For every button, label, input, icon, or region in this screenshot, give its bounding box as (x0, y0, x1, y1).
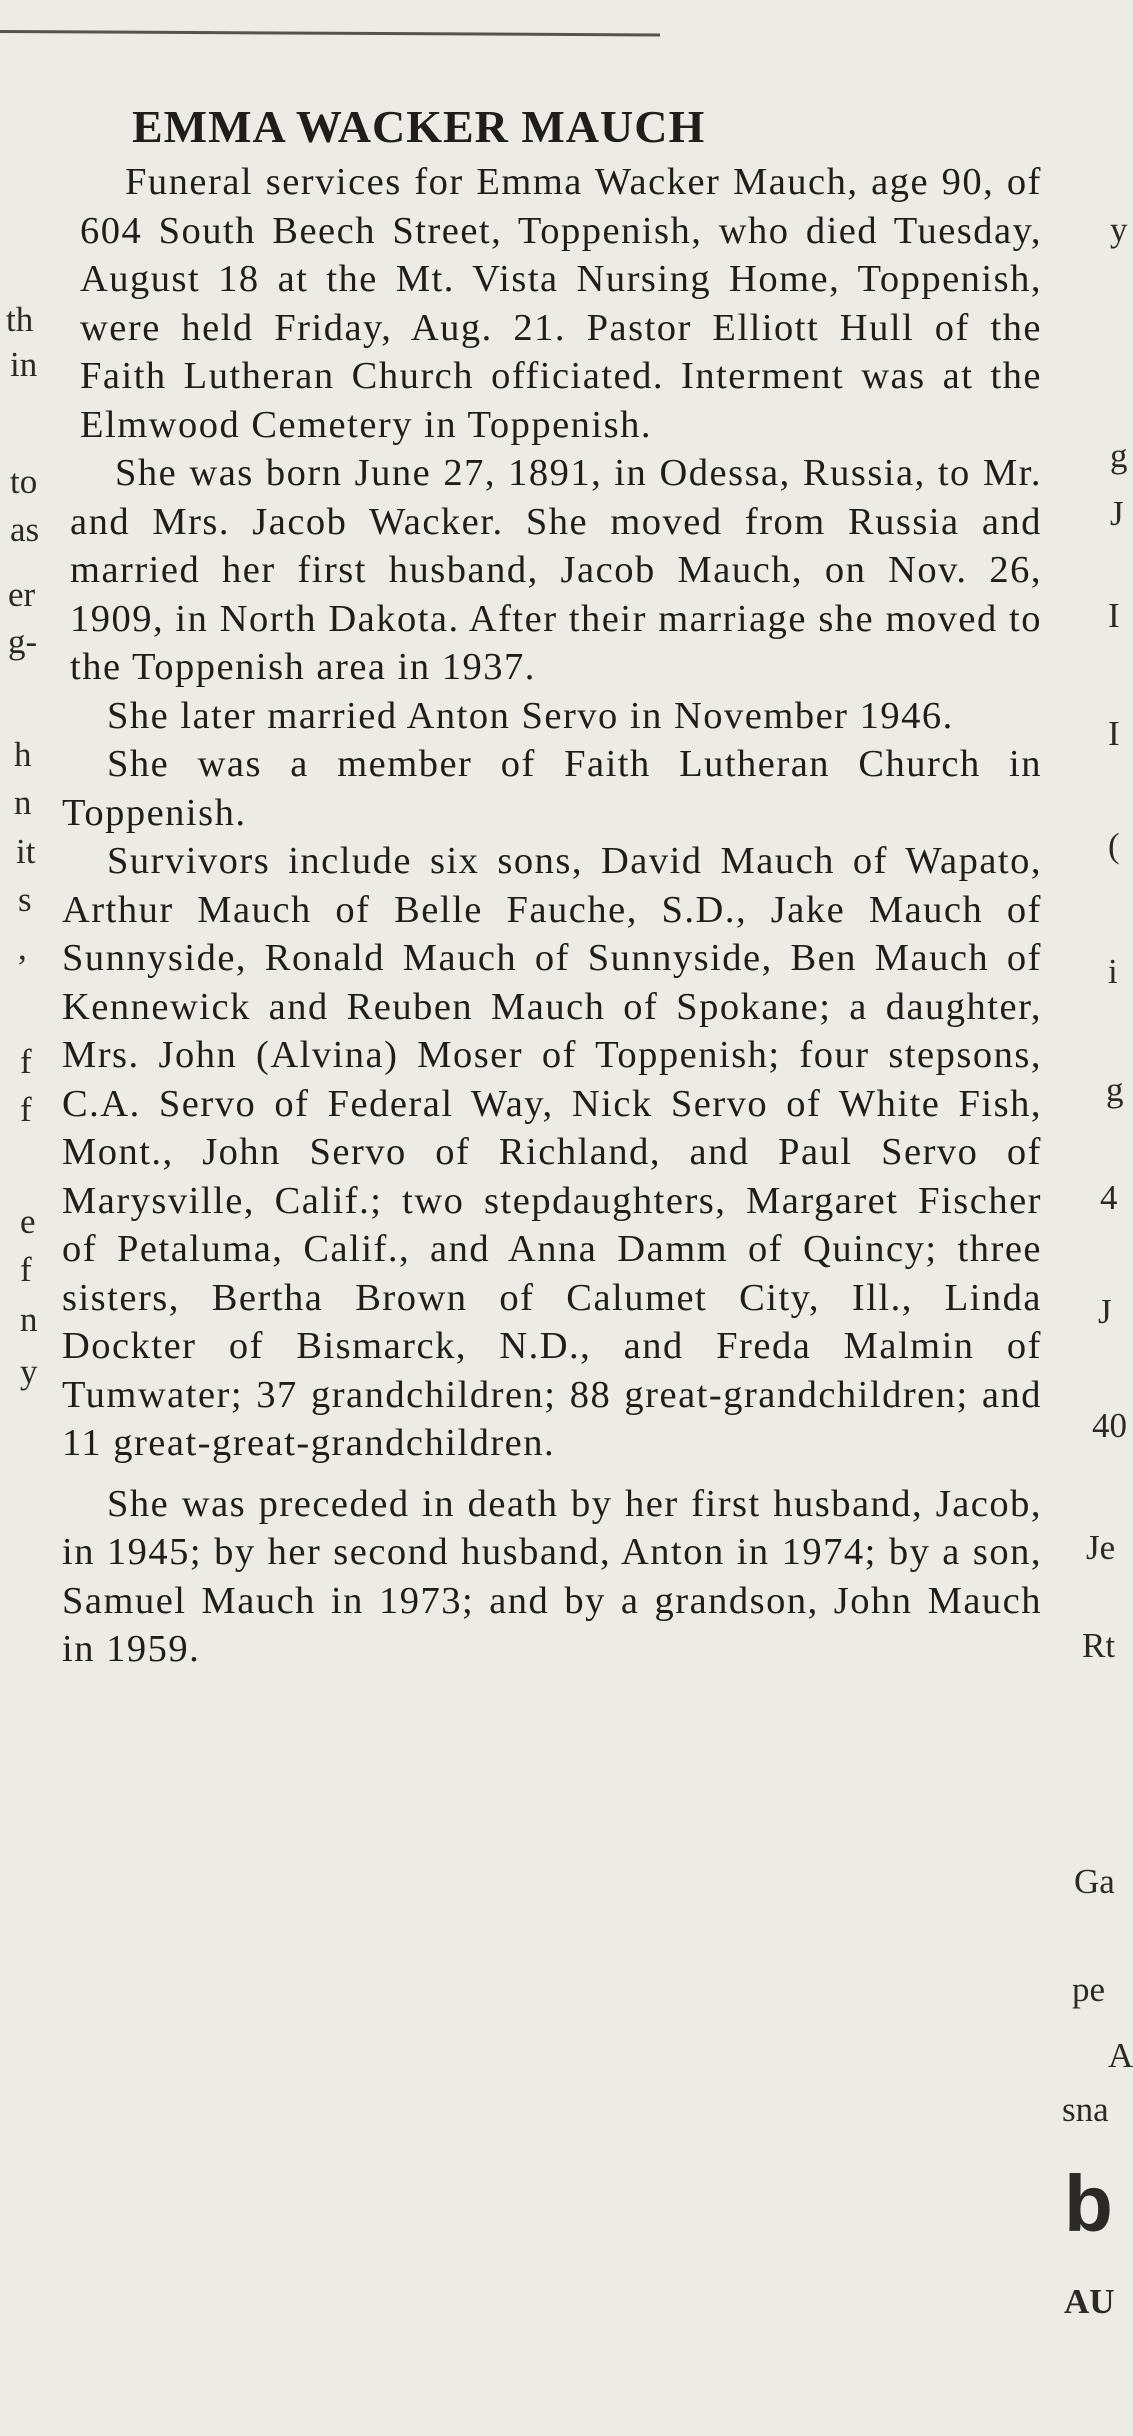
fragment: f (20, 1042, 32, 1081)
paragraph: Survivors include six sons, David Mauch of Wapato, Arthur Mauch of Belle Fauche, S.D., Jake Mauch of Sunnyside, Ronald Mauch of Sunnyside, Ben Mauch of Kennewick and Reuben Mauch of Spokane; a daughter, Mrs. John (Alvina) Moser of Toppenish; four stepsons, C.A. Servo of Federal Way, Nick Servo of White Fish, Mont., John Servo of Richland, and Paul Servo of Marysville, Calif.; two stepdaughters, Margaret Fischer of Petaluma, Calif., and Anna Damm of Quincy; three sisters, Bertha Brown of Calumet City, Ill., Linda Dockter of Bismarck, N.D., and Freda Malmin of Tumwater; 37 grandchildren; 88 great-grandchildren; and 11 great-great-grandchildren. (62, 840, 1042, 1464)
fragment: y (1110, 210, 1128, 249)
fragment: pe (1072, 1970, 1106, 2009)
fragment: J (1098, 1292, 1112, 1331)
fragment: n (20, 1300, 38, 1339)
paragraph: She was born June 27, 1891, in Odessa, Russia, to Mr. and Mrs. Jacob Wacker. She moved from Russia and married her first husband, Jacob Mauch, on Nov. 26, 1909, in North Dakota. After their marriage she moved to the Toppenish area in 1937. (70, 452, 1042, 688)
fragment: 4 (1100, 1178, 1118, 1217)
paragraph: She was a member of Faith Lutheran Church in Toppenish. (62, 743, 1042, 834)
left-column-fragments (0, 300, 42, 1620)
fragment: f (20, 1090, 32, 1129)
fragment: Je (1086, 1528, 1116, 1567)
fragment: Rt (1082, 1626, 1116, 1665)
fragment: f (20, 1250, 32, 1289)
paragraph: She later married Anton Servo in November 1946. (107, 694, 954, 737)
fragment: it (16, 832, 36, 871)
fragment: th (6, 300, 34, 339)
obituary-article (62, 96, 1042, 1674)
fragment: as (10, 510, 40, 549)
fragment: to (10, 462, 38, 501)
fragment: ( (1108, 826, 1120, 865)
fragment: y (20, 1352, 38, 1391)
fragment: er (8, 575, 36, 614)
column-rule (0, 30, 660, 36)
fragment-large: b (1064, 2159, 1113, 2248)
fragment: 40 (1092, 1406, 1127, 1445)
fragment: g (1110, 436, 1128, 475)
fragment: i (1108, 952, 1118, 991)
fragment: J (1110, 494, 1124, 533)
fragment: g- (8, 622, 38, 661)
right-column-fragments (1062, 210, 1133, 2436)
paragraph: Funeral services for Emma Wacker Mauch, age 90, of 604 South Beech Street, Toppenish, who died Tuesday, August 18 at the Mt. Vista Nursing Home, Toppenish, were held Friday, Aug. 21. Pastor Elliott Hull of the Faith Lutheran Church officiated. Interment was at the Elmwood Cemetery in Toppenish. (80, 161, 1042, 446)
fragment: in (10, 345, 38, 384)
headline: EMMA WACKER MAUCH (132, 101, 706, 152)
fragment: I (1108, 714, 1120, 753)
fragment: sna (1062, 2090, 1109, 2129)
fragment: , (18, 928, 27, 967)
fragment: n (14, 783, 32, 822)
paragraph: She was preceded in death by her first husband, Jacob, in 1945; by her second husband, Anton in 1974; by a son, Samuel Mauch in 1973; and by a grandson, John Mauch in 1959. (62, 1482, 1042, 1670)
fragment: h (14, 735, 32, 774)
fragment: I (1108, 596, 1120, 635)
fragment: s (18, 880, 32, 919)
fragment: e (20, 1202, 36, 1241)
fragment: g (1106, 1070, 1124, 1109)
fragment: A (1108, 2036, 1133, 2075)
fragment: AU (1064, 2282, 1115, 2321)
fragment: Ga (1074, 1862, 1115, 1901)
